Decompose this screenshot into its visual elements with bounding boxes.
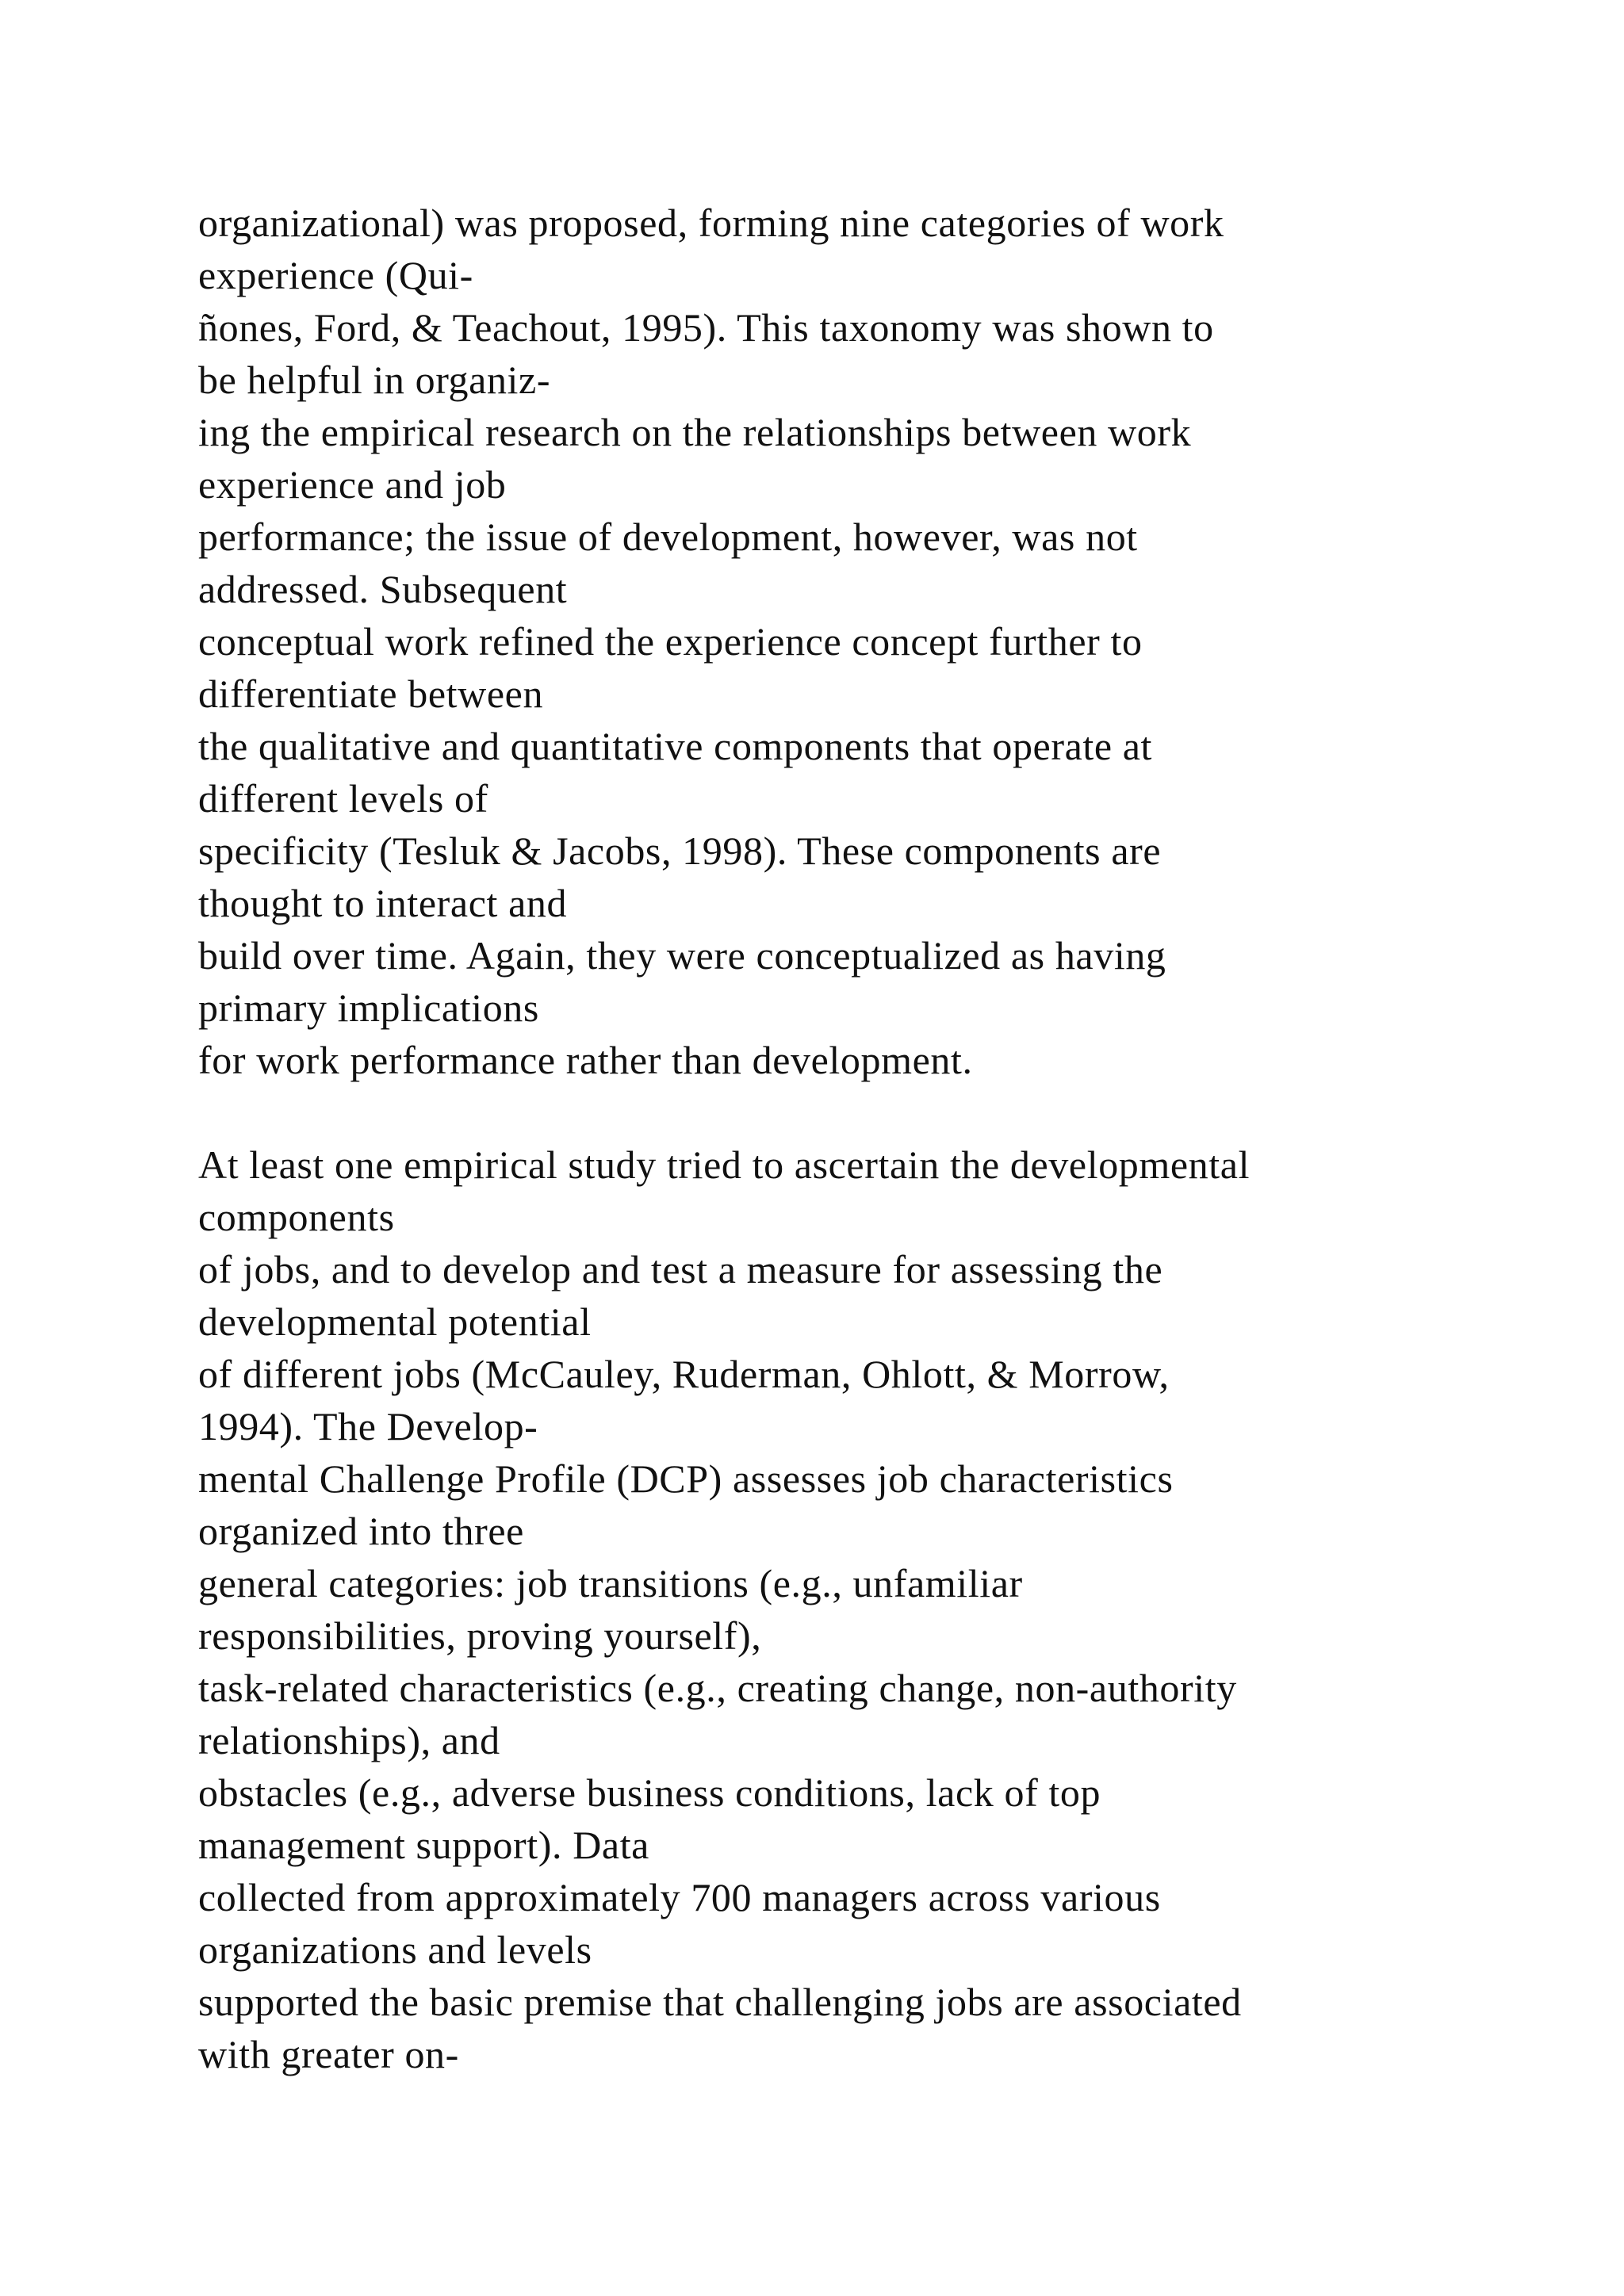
text-line: general categories: job transitions (e.g., unfamiliar bbox=[198, 1561, 1023, 1605]
text-line: of jobs, and to develop and test a measure for assessing the bbox=[198, 1247, 1163, 1292]
text-line: different levels of bbox=[198, 776, 488, 821]
text-line: experience and job bbox=[198, 462, 507, 507]
text-line: task-related characteristics (e.g., creating change, non-authority bbox=[198, 1666, 1237, 1710]
text-line: 1994). The Develop- bbox=[198, 1404, 538, 1448]
text-line: ing the empirical research on the relationships between work bbox=[198, 410, 1192, 454]
text-line: with greater on- bbox=[198, 2032, 459, 2076]
text-line: relationships), and bbox=[198, 1718, 500, 1762]
text-line: collected from approximately 700 managers across various bbox=[198, 1875, 1161, 1919]
text-line: components bbox=[198, 1195, 395, 1239]
text-line: At least one empirical study tried to ascertain the developmental bbox=[198, 1142, 1251, 1187]
text-line: primary implications bbox=[198, 985, 539, 1030]
text-line: organizational) was proposed, forming nine categories of work bbox=[198, 201, 1224, 245]
paragraph-gap bbox=[198, 1086, 1546, 1138]
text-line: mental Challenge Profile (DCP) assesses job characteristics bbox=[198, 1456, 1174, 1501]
paragraph-2 bbox=[198, 1138, 1546, 2080]
text-line: experience (Qui- bbox=[198, 253, 473, 297]
text-line: organized into three bbox=[198, 1509, 524, 1553]
text-line: developmental potential bbox=[198, 1299, 592, 1344]
text-line: build over time. Again, they were conceptualized as having bbox=[198, 933, 1166, 978]
text-line: supported the basic premise that challenging jobs are associated bbox=[198, 1980, 1242, 2024]
body-text bbox=[198, 197, 1546, 2080]
text-line: management support). Data bbox=[198, 1823, 649, 1867]
text-line: of different jobs (McCauley, Ruderman, Ohlott, & Morrow, bbox=[198, 1352, 1170, 1396]
text-line: the qualitative and quantitative components that operate at bbox=[198, 724, 1153, 768]
text-line: conceptual work refined the experience concept further to bbox=[198, 619, 1143, 664]
text-line: addressed. Subsequent bbox=[198, 567, 568, 611]
text-line: responsibilities, proving yourself), bbox=[198, 1613, 762, 1658]
text-line: obstacles (e.g., adverse business conditions, lack of top bbox=[198, 1770, 1101, 1815]
text-line: differentiate between bbox=[198, 672, 544, 716]
paragraph-1 bbox=[198, 197, 1546, 1086]
text-line: specificity (Tesluk & Jacobs, 1998). These components are bbox=[198, 828, 1162, 873]
text-line: performance; the issue of development, however, was not bbox=[198, 515, 1138, 559]
text-line: be helpful in organiz- bbox=[198, 358, 551, 402]
text-line: thought to interact and bbox=[198, 881, 568, 925]
text-line: ñones, Ford, & Teachout, 1995). This taxonomy was shown to bbox=[198, 305, 1214, 350]
text-line: for work performance rather than development. bbox=[198, 1038, 973, 1082]
text-line: organizations and levels bbox=[198, 1927, 592, 1972]
